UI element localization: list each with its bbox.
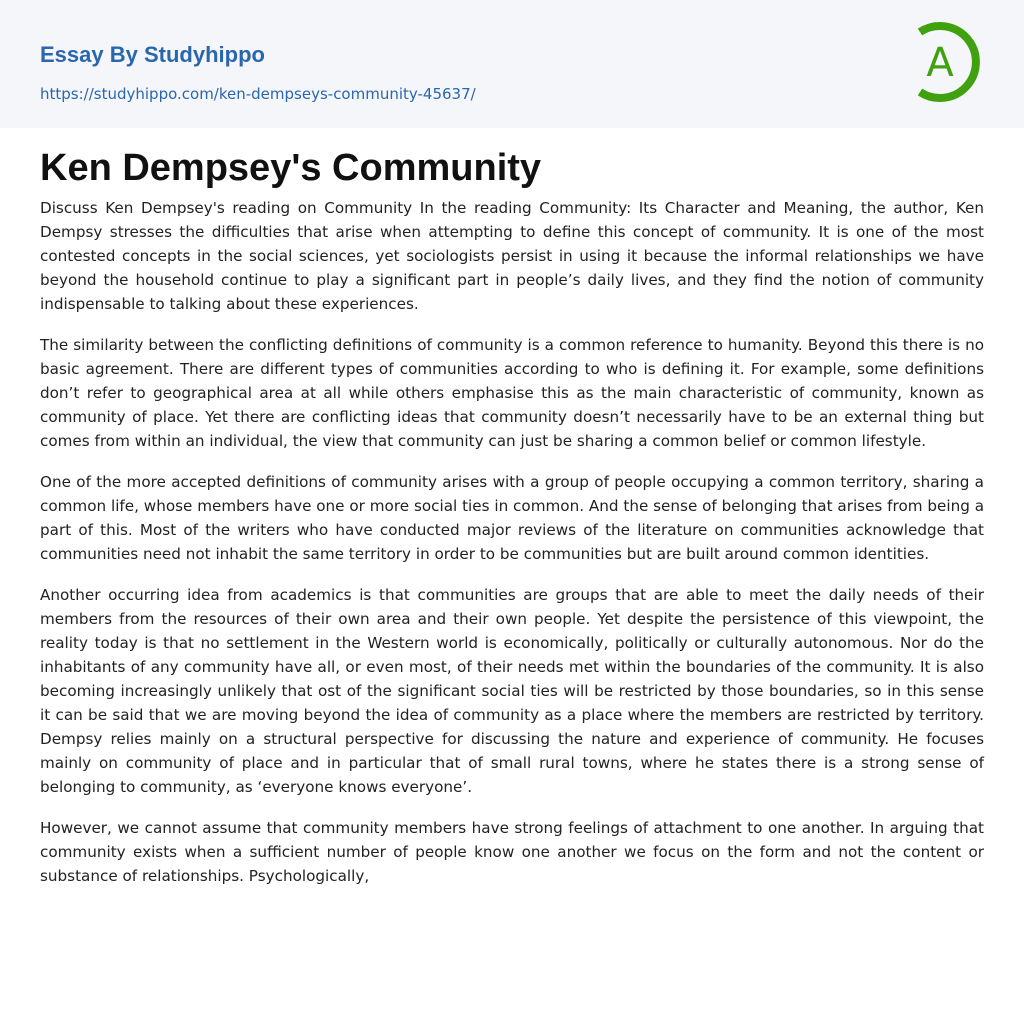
brand-title: Essay By Studyhippo xyxy=(40,42,265,67)
paragraph: One of the more accepted definitions of community arises with a group of people occupying a common territory, sharing a common life, whose members have one or more social ties in common. And the sense of belonging that arises from being a part of this. Most of the writers who have conducted major reviews of the literature on communities acknowledge that communities need not inhabit the same territory in order to be communities but are built around common identities. xyxy=(40,473,984,563)
paragraph: Discuss Ken Dempsey's reading on Community In the reading Community: Its Character and Meaning, the author, Ken Dempsy stresses the difficulties that arise when attempting to define this concept of community. It is one of the most contested concepts in the social sciences, yet sociologists persist in using it because the informal relationships we have beyond the household continue to play a significant part in people’s daily lives, and they find the notion of community indispensable to talking about these experiences. xyxy=(40,199,984,313)
essay-url-link[interactable]: https://studyhippo.com/ken-dempseys-community-45637/ xyxy=(40,85,476,103)
essay-body xyxy=(40,196,984,905)
paragraph: The similarity between the conflicting definitions of community is a common reference to humanity. Beyond this there is no basic agreement. There are different types of communities according to who is defining it. For example, some definitions don’t refer to geographical area at all while others emphasise this as the main characteristic of community, known as community of place. Yet there are conflicting ideas that community doesn’t necessarily have to be an external thing but comes from within an individual, the view that community can just be sharing a common belief or common lifestyle. xyxy=(40,336,984,450)
studyhippo-logo-icon[interactable] xyxy=(906,18,988,106)
svg-text:A: A xyxy=(926,40,954,86)
paragraph: Another occurring idea from academics is that communities are groups that are able to meet the daily needs of their members from the resources of their own area and their own people. Yet despite the persistence of this viewpoint, the reality today is that no settlement in the Western world is economically, politically or culturally autonomous. Nor do the inhabitants of any community have all, or even most, of their needs met within the boundaries of the community. It is also becoming increasingly unlikely that ost of the significant social ties will be restricted by those boundaries, so in this sense it can be said that we are moving beyond the idea of community as a place where the members are restricted by territory. Dempsy relies mainly on a structural perspective for discussing the nature and experience of community. He focuses mainly on community of place and in particular that of small rural towns, where he states there is a strong sense of belonging to community, as ‘everyone knows everyone’. xyxy=(40,586,984,796)
page-title: Ken Dempsey's Community xyxy=(40,147,542,189)
paragraph: However, we cannot assume that community members have strong feelings of attachment to one another. In arguing that community exists when a sufficient number of people know one another we focus on the form and not the content or substance of relationships. Psychologically, xyxy=(40,819,984,885)
